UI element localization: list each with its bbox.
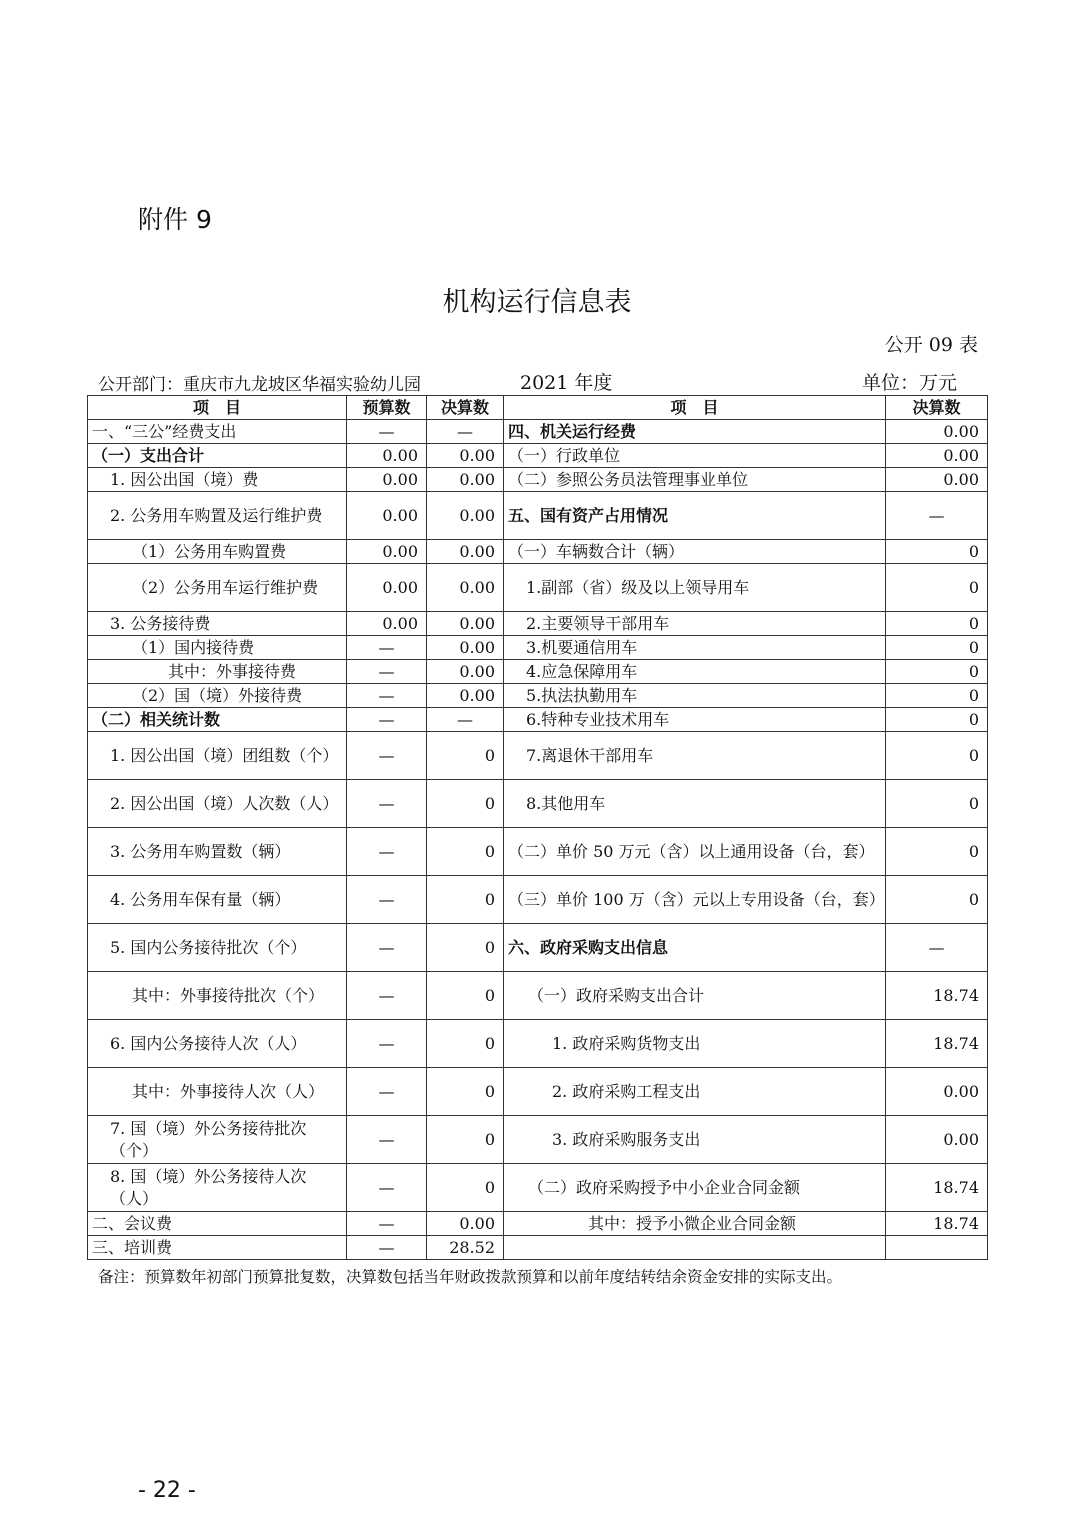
final-left-cell: 0 [427, 1020, 504, 1068]
table-row [88, 684, 988, 708]
right-item-cell: 3. 政府采购服务支出 [504, 1116, 886, 1164]
budget-cell: 0.00 [347, 612, 427, 636]
final-left-cell: — [427, 420, 504, 444]
table-row [88, 876, 988, 924]
info-table [87, 395, 988, 1260]
left-item-cell: 3. 公务用车购置数（辆） [88, 828, 347, 876]
final-left-cell: — [427, 708, 504, 732]
budget-cell: — [347, 684, 427, 708]
final-left-cell: 0 [427, 924, 504, 972]
final-right-cell: 0.00 [886, 1116, 988, 1164]
left-item-cell: 其中：外事接待费 [88, 660, 347, 684]
table-row [88, 1020, 988, 1068]
left-item-cell: 1. 因公出国（境）费 [88, 468, 347, 492]
right-item-cell: 5.执法执勤用车 [504, 684, 886, 708]
left-item-cell: （2）国（境）外接待费 [88, 684, 347, 708]
left-item-cell: 其中：外事接待人次（人） [88, 1068, 347, 1116]
right-item-cell: 2. 政府采购工程支出 [504, 1068, 886, 1116]
final-left-cell: 28.52 [427, 1236, 504, 1260]
final-right-cell: 0 [886, 684, 988, 708]
header-item-left: 项 目 [88, 396, 347, 420]
final-right-cell: 0.00 [886, 444, 988, 468]
right-item-cell: 其中：授予小微企业合同金额 [504, 1212, 886, 1236]
table-code: 公开 09 表 [884, 334, 978, 356]
table-row [88, 732, 988, 780]
table-row [88, 612, 988, 636]
left-item-cell: 三、培训费 [88, 1236, 347, 1260]
final-left-cell: 0 [427, 876, 504, 924]
table-row [88, 420, 988, 444]
table-row [88, 444, 988, 468]
attachment-label: 附件 9 [138, 205, 212, 234]
budget-cell: — [347, 660, 427, 684]
left-item-cell: 7. 国（境）外公务接待批次（个） [88, 1116, 347, 1164]
budget-cell: — [347, 1116, 427, 1164]
budget-cell: 0.00 [347, 492, 427, 540]
final-right-cell: 18.74 [886, 1020, 988, 1068]
budget-cell: 0.00 [347, 444, 427, 468]
final-right-cell: — [886, 924, 988, 972]
right-item-cell [504, 1236, 886, 1260]
final-left-cell: 0.00 [427, 660, 504, 684]
right-item-cell: 4.应急保障用车 [504, 660, 886, 684]
final-right-cell: 0 [886, 828, 988, 876]
final-left-cell: 0 [427, 1116, 504, 1164]
final-right-cell: 0.00 [886, 468, 988, 492]
budget-cell: — [347, 420, 427, 444]
table-row [88, 468, 988, 492]
final-right-cell: — [886, 492, 988, 540]
final-right-cell: 0.00 [886, 1068, 988, 1116]
final-left-cell: 0.00 [427, 612, 504, 636]
table-row [88, 1236, 988, 1260]
right-item-cell: 四、机关运行经费 [504, 420, 886, 444]
final-left-cell: 0 [427, 1068, 504, 1116]
budget-cell: — [347, 1236, 427, 1260]
right-item-cell: （一）行政单位 [504, 444, 886, 468]
budget-cell: — [347, 708, 427, 732]
table-row [88, 828, 988, 876]
budget-cell: — [347, 972, 427, 1020]
footnote: 备注：预算数年初部门预算批复数，决算数包括当年财政拨款预算和以前年度结转结余资金安排的实际支出。 [98, 1268, 843, 1286]
table-row [88, 1116, 988, 1164]
department-label: 公开部门：重庆市九龙坡区华福实验幼儿园 [98, 375, 421, 395]
table-row [88, 708, 988, 732]
final-left-cell: 0 [427, 1164, 504, 1212]
right-item-cell: （一）车辆数合计（辆） [504, 540, 886, 564]
right-item-cell: （一）政府采购支出合计 [504, 972, 886, 1020]
right-item-cell: 7.离退休干部用车 [504, 732, 886, 780]
final-right-cell: 18.74 [886, 1164, 988, 1212]
right-item-cell: （三）单价 100 万（含）元以上专用设备（台，套） [504, 876, 886, 924]
budget-cell: — [347, 1164, 427, 1212]
budget-cell: — [347, 1212, 427, 1236]
left-item-cell: （一）支出合计 [88, 444, 347, 468]
left-item-cell: 二、会议费 [88, 1212, 347, 1236]
right-item-cell: 1. 政府采购货物支出 [504, 1020, 886, 1068]
table-row [88, 780, 988, 828]
table-row [88, 1164, 988, 1212]
final-left-cell: 0.00 [427, 636, 504, 660]
left-item-cell: 一、“三公”经费支出 [88, 420, 347, 444]
header-budget: 预算数 [347, 396, 427, 420]
budget-cell: — [347, 1020, 427, 1068]
right-item-cell: 2.主要领导干部用车 [504, 612, 886, 636]
table-row [88, 1212, 988, 1236]
table-row [88, 540, 988, 564]
final-right-cell: 0 [886, 636, 988, 660]
table-row [88, 1068, 988, 1116]
final-left-cell: 0 [427, 972, 504, 1020]
final-left-cell: 0 [427, 828, 504, 876]
budget-cell: — [347, 636, 427, 660]
right-item-cell: 六、政府采购支出信息 [504, 924, 886, 972]
right-item-cell: 6.特种专业技术用车 [504, 708, 886, 732]
final-right-cell: 0 [886, 708, 988, 732]
table-row [88, 492, 988, 540]
right-item-cell: 3.机要通信用车 [504, 636, 886, 660]
final-left-cell: 0.00 [427, 468, 504, 492]
table-row [88, 636, 988, 660]
budget-cell: — [347, 876, 427, 924]
final-left-cell: 0 [427, 732, 504, 780]
left-item-cell: （1）国内接待费 [88, 636, 347, 660]
table-row [88, 972, 988, 1020]
left-item-cell: 6. 国内公务接待人次（人） [88, 1020, 347, 1068]
final-right-cell: 0 [886, 660, 988, 684]
budget-cell: 0.00 [347, 564, 427, 612]
table-row [88, 564, 988, 612]
right-item-cell: （二）单价 50 万元（含）以上通用设备（台，套） [504, 828, 886, 876]
final-left-cell: 0.00 [427, 540, 504, 564]
final-right-cell: 18.74 [886, 972, 988, 1020]
left-item-cell: 4. 公务用车保有量（辆） [88, 876, 347, 924]
final-right-cell: 0 [886, 876, 988, 924]
table-row [88, 924, 988, 972]
left-item-cell: （2）公务用车运行维护费 [88, 564, 347, 612]
budget-cell: — [347, 732, 427, 780]
budget-cell: 0.00 [347, 468, 427, 492]
final-right-cell: 18.74 [886, 1212, 988, 1236]
final-left-cell: 0.00 [427, 1212, 504, 1236]
final-left-cell: 0.00 [427, 564, 504, 612]
header-item-right: 项 目 [504, 396, 886, 420]
final-left-cell: 0.00 [427, 684, 504, 708]
final-right-cell: 0 [886, 780, 988, 828]
final-right-cell: 0.00 [886, 420, 988, 444]
right-item-cell: 1.副部（省）级及以上领导用车 [504, 564, 886, 612]
budget-cell: — [347, 1068, 427, 1116]
left-item-cell: 2. 因公出国（境）人次数（人） [88, 780, 347, 828]
budget-cell: 0.00 [347, 540, 427, 564]
left-item-cell: 8. 国（境）外公务接待人次（人） [88, 1164, 347, 1212]
final-right-cell: 0 [886, 732, 988, 780]
left-item-cell: 1. 因公出国（境）团组数（个） [88, 732, 347, 780]
left-item-cell: （二）相关统计数 [88, 708, 347, 732]
page-title: 机构运行信息表 [442, 287, 632, 318]
table-header-row [88, 396, 988, 420]
header-final-left: 决算数 [427, 396, 504, 420]
table-row [88, 660, 988, 684]
right-item-cell: （二）政府采购授予中小企业合同金额 [504, 1164, 886, 1212]
final-left-cell: 0.00 [427, 444, 504, 468]
final-right-cell [886, 1236, 988, 1260]
table-body [88, 420, 988, 1260]
final-left-cell: 0.00 [427, 492, 504, 540]
year-label: 2021 年度 [520, 372, 613, 394]
left-item-cell: 5. 国内公务接待批次（个） [88, 924, 347, 972]
budget-cell: — [347, 780, 427, 828]
left-item-cell: 2. 公务用车购置及运行维护费 [88, 492, 347, 540]
right-item-cell: （二）参照公务员法管理事业单位 [504, 468, 886, 492]
page-number: - 22 - [138, 1478, 196, 1503]
right-item-cell: 五、国有资产占用情况 [504, 492, 886, 540]
final-right-cell: 0 [886, 540, 988, 564]
final-right-cell: 0 [886, 564, 988, 612]
final-left-cell: 0 [427, 780, 504, 828]
budget-cell: — [347, 924, 427, 972]
left-item-cell: （1）公务用车购置费 [88, 540, 347, 564]
unit-label: 单位：万元 [862, 372, 958, 394]
final-right-cell: 0 [886, 612, 988, 636]
left-item-cell: 其中：外事接待批次（个） [88, 972, 347, 1020]
header-final-right: 决算数 [886, 396, 988, 420]
budget-cell: — [347, 828, 427, 876]
left-item-cell: 3. 公务接待费 [88, 612, 347, 636]
right-item-cell: 8.其他用车 [504, 780, 886, 828]
